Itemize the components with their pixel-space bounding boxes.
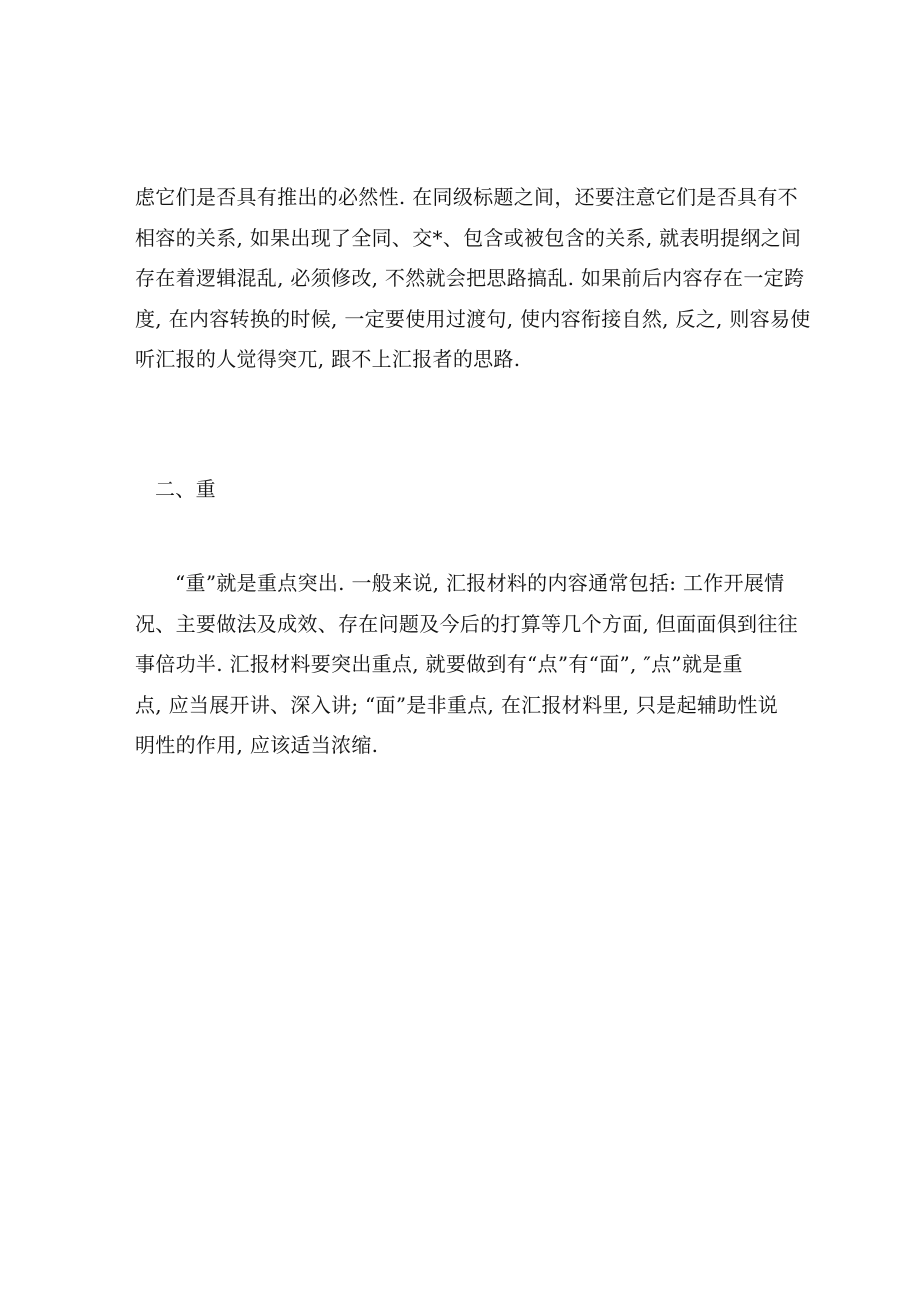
- paragraph-line: 相容的关系, 如果出现了全同、交*、包含或被包含的关系, 就表明提纲之间: [135, 225, 802, 250]
- paragraph-line: 明性的作用, 应该适当浓缩.: [135, 733, 379, 757]
- paragraph-line: “重”就是重点突出. 一般来说, 汇报材料的内容通常包括: 工作开展情: [175, 571, 785, 595]
- paragraph-line: 事倍功半. 汇报材料要突出重点, 就要做到有“点”有“面”, ″点”就是重: [135, 652, 743, 676]
- section-heading: [155, 469, 815, 510]
- paragraph-logic-structure: [135, 177, 811, 380]
- paragraph-line: 虑它们是否具有推出的必然性. 在同级标题之间，还要注意它们是否具有不: [135, 185, 798, 209]
- paragraph-line: 度, 在内容转换的时候, 一定要使用过渡句, 使内容衔接自然, 反之, 则容易使: [135, 306, 811, 331]
- section-heading-text: 二、重: [155, 477, 216, 501]
- paragraph-line: 况、主要做法及成效、存在问题及今后的打算等几个方面, 但面面俱到往往: [135, 611, 798, 636]
- paragraph-line: 存在着逻辑混乱, 必须修改, 不然就会把思路搞乱. 如果前后内容存在一定跨: [135, 266, 805, 290]
- paragraph-line: 点, 应当展开讲、深入讲; “面”是非重点, 在汇报材料里, 只是起辅助性说: [135, 692, 779, 717]
- paragraph-line: 听汇报的人觉得突兀, 跟不上汇报者的思路.: [135, 347, 521, 371]
- paragraph-key-points: [135, 563, 798, 766]
